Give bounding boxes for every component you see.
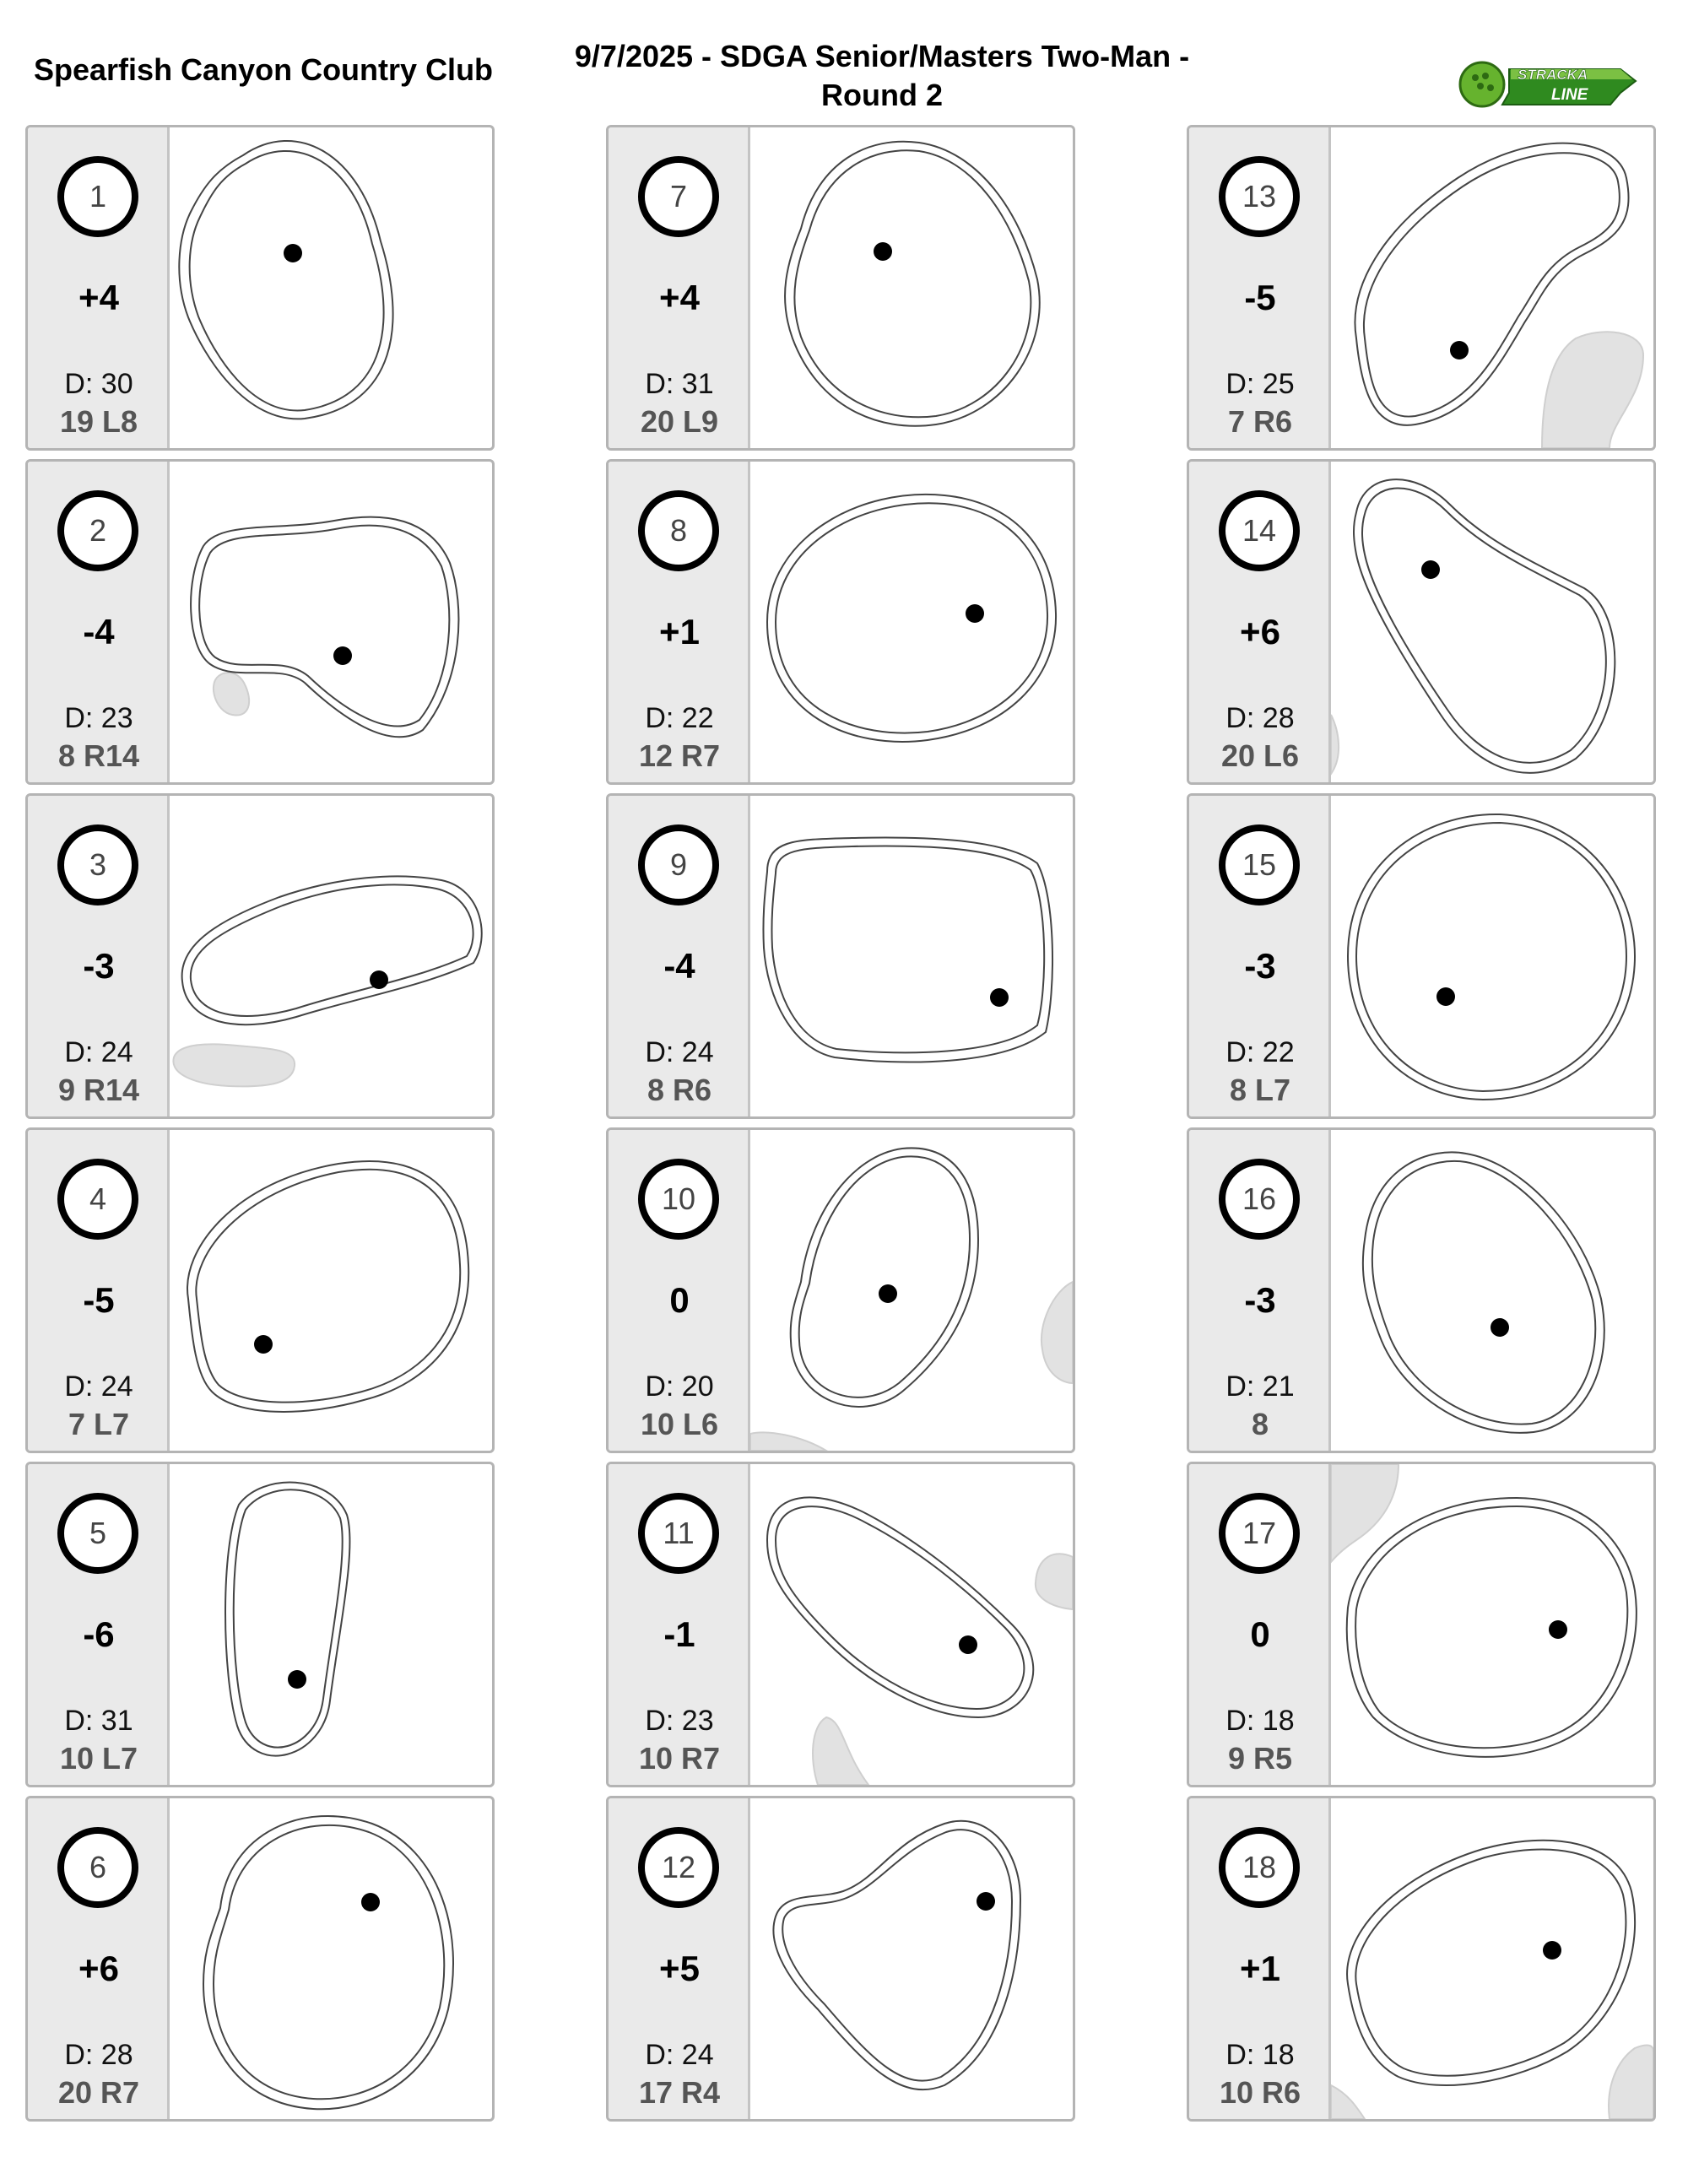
- hole-info-panel: [609, 1130, 750, 1451]
- pin-position: 8 L7: [1229, 1073, 1291, 1107]
- green-depth: D: 31: [64, 1705, 133, 1737]
- hole-number-badge: 8: [638, 490, 719, 571]
- hole-info-panel: [28, 462, 170, 782]
- hole-card: [1187, 1796, 1656, 2122]
- hole-info-panel: [28, 1464, 170, 1785]
- pin-position: 19 L8: [59, 404, 138, 439]
- pin-marker: [1543, 1941, 1561, 1960]
- pin-marker: [333, 646, 352, 665]
- pin-position: 9 R14: [57, 1073, 140, 1107]
- pin-marker: [874, 242, 892, 261]
- pin-marker: [990, 988, 1009, 1007]
- pin-marker: [288, 1670, 306, 1689]
- pin-position: 20 L9: [640, 404, 719, 439]
- pin-marker: [370, 970, 388, 989]
- hole-card: [25, 1796, 495, 2122]
- hole-number-badge: 13: [1219, 156, 1300, 237]
- pin-position: 10 L6: [640, 1407, 719, 1441]
- hole-number-badge: 14: [1219, 490, 1300, 571]
- pin-position: 20 L6: [1220, 738, 1300, 773]
- hole-score: +6: [78, 1949, 119, 1988]
- green-depth: D: 24: [645, 2039, 714, 2071]
- hole-number-badge: 4: [57, 1159, 138, 1240]
- hole-score: -4: [663, 946, 695, 986]
- hole-info-panel: [1189, 462, 1331, 782]
- stracka-line-logo: [1458, 51, 1644, 110]
- hole-number-badge: 6: [57, 1827, 138, 1908]
- hole-card: [606, 793, 1075, 1119]
- hole-number-badge: 5: [57, 1493, 138, 1574]
- hole-info-panel: [1189, 1798, 1331, 2119]
- bunker: [813, 1717, 868, 1785]
- hole-card: [25, 1127, 495, 1453]
- hole-score: -5: [83, 1280, 115, 1320]
- pin-position: 17 R4: [638, 2075, 721, 2110]
- hole-number-badge: 2: [57, 490, 138, 571]
- green-depth: D: 24: [64, 1036, 133, 1068]
- hole-score: +5: [659, 1949, 700, 1988]
- green-depth: D: 24: [645, 1036, 714, 1068]
- hole-number-badge: 17: [1219, 1493, 1300, 1574]
- bunker: [1041, 1282, 1073, 1383]
- hole-card: [606, 1462, 1075, 1787]
- event-title-line2: Round 2: [821, 78, 943, 112]
- green-depth: D: 28: [64, 2039, 133, 2071]
- pin-marker: [879, 1284, 897, 1303]
- bunker: [1542, 332, 1643, 448]
- pin-marker: [1421, 560, 1440, 579]
- pin-position: 7 L7: [68, 1407, 130, 1441]
- green-diagram: [1331, 127, 1653, 448]
- hole-info-panel: [609, 1464, 750, 1785]
- green-depth: D: 24: [64, 1370, 133, 1403]
- green-diagram: [1331, 1798, 1653, 2119]
- hole-card: [25, 1462, 495, 1787]
- hole-number-badge: 7: [638, 156, 719, 237]
- pin-marker: [254, 1335, 273, 1354]
- green-diagram: [170, 1798, 492, 2119]
- green-diagram: [170, 127, 492, 448]
- green-depth: D: 20: [645, 1370, 714, 1403]
- green-depth: D: 31: [645, 368, 714, 400]
- bunker: [1331, 2085, 1365, 2119]
- hole-info-panel: [28, 1798, 170, 2119]
- hole-score: 0: [1250, 1614, 1270, 1654]
- pin-marker: [1491, 1318, 1509, 1337]
- bunker: [173, 1044, 295, 1086]
- pin-marker: [1436, 987, 1455, 1006]
- green-depth: D: 18: [1225, 1705, 1295, 1737]
- hole-card: [1187, 1462, 1656, 1787]
- pin-marker: [284, 244, 302, 262]
- hole-number-badge: 11: [638, 1493, 719, 1574]
- hole-info-panel: [609, 127, 750, 448]
- green-depth: D: 22: [1225, 1036, 1295, 1068]
- hole-card: [1187, 125, 1656, 451]
- pin-marker: [966, 604, 984, 623]
- hole-info-panel: [1189, 127, 1331, 448]
- hole-score: +6: [1240, 612, 1280, 651]
- event-title: [549, 37, 1215, 115]
- pin-marker: [959, 1635, 977, 1654]
- pin-marker: [1549, 1620, 1567, 1639]
- bunker: [1609, 2046, 1653, 2119]
- hole-card: [25, 125, 495, 451]
- green-diagram: [750, 1798, 1073, 2119]
- pin-position: 8 R6: [647, 1073, 712, 1107]
- pin-position: 8 R14: [57, 738, 140, 773]
- hole-score: +1: [659, 612, 700, 651]
- hole-info-panel: [28, 127, 170, 448]
- green-depth: D: 28: [1225, 702, 1295, 734]
- hole-score: -3: [1244, 1280, 1276, 1320]
- bunker: [1036, 1554, 1073, 1609]
- hole-info-panel: [28, 796, 170, 1116]
- hole-info-panel: [1189, 1464, 1331, 1785]
- logo-text-bottom: LINE: [1551, 86, 1588, 104]
- hole-card: [1187, 793, 1656, 1119]
- green-diagram: [750, 1130, 1073, 1451]
- hole-info-panel: [609, 796, 750, 1116]
- green-depth: D: 22: [645, 702, 714, 734]
- hole-info-panel: [1189, 796, 1331, 1116]
- hole-score: +4: [78, 278, 119, 317]
- hole-info-panel: [609, 1798, 750, 2119]
- pin-position: 8: [1251, 1407, 1269, 1441]
- green-depth: D: 25: [1225, 368, 1295, 400]
- green-depth: D: 18: [1225, 2039, 1295, 2071]
- hole-number-badge: 16: [1219, 1159, 1300, 1240]
- pin-marker: [361, 1893, 380, 1911]
- green-depth: D: 21: [1225, 1370, 1295, 1403]
- hole-score: -5: [1244, 278, 1276, 317]
- club-name: Spearfish Canyon Country Club: [34, 52, 494, 87]
- hole-number-badge: 15: [1219, 824, 1300, 905]
- green-diagram: [170, 796, 492, 1116]
- hole-card: [606, 125, 1075, 451]
- hole-score: +1: [1240, 1949, 1280, 1988]
- hole-score: -3: [83, 946, 115, 986]
- pin-position: 7 R6: [1227, 404, 1293, 439]
- green-diagram: [1331, 1130, 1653, 1451]
- event-title-line1: 9/7/2025 - SDGA Senior/Masters Two-Man -: [574, 39, 1190, 73]
- hole-card: [25, 793, 495, 1119]
- hole-score: -1: [663, 1614, 695, 1654]
- hole-card: [1187, 459, 1656, 785]
- green-diagram: [1331, 796, 1653, 1116]
- green-diagram: [750, 1464, 1073, 1785]
- hole-number-badge: 1: [57, 156, 138, 237]
- green-diagram: [1331, 462, 1653, 782]
- green-diagram: [170, 462, 492, 782]
- hole-score: -6: [83, 1614, 115, 1654]
- hole-number-badge: 18: [1219, 1827, 1300, 1908]
- hole-score: -3: [1244, 946, 1276, 986]
- hole-card: [1187, 1127, 1656, 1453]
- bunker: [1331, 715, 1339, 774]
- hole-score: -4: [83, 612, 115, 651]
- pin-position: 10 R6: [1219, 2075, 1301, 2110]
- hole-info-panel: [1189, 1130, 1331, 1451]
- bunker: [750, 1432, 826, 1451]
- hole-card: [606, 1796, 1075, 2122]
- green-diagram: [170, 1464, 492, 1785]
- pin-marker: [1450, 341, 1469, 359]
- green-depth: D: 23: [64, 702, 133, 734]
- green-diagram: [750, 796, 1073, 1116]
- hole-number-badge: 3: [57, 824, 138, 905]
- hole-number-badge: 10: [638, 1159, 719, 1240]
- green-depth: D: 30: [64, 368, 133, 400]
- hole-number-badge: 9: [638, 824, 719, 905]
- green-diagram: [750, 462, 1073, 782]
- hole-number-badge: 12: [638, 1827, 719, 1908]
- hole-card: [606, 459, 1075, 785]
- pin-position: 10 L7: [59, 1741, 138, 1776]
- hole-score: +4: [659, 278, 700, 317]
- logo-text-top: STRACKA: [1518, 67, 1588, 83]
- pin-marker: [977, 1892, 995, 1911]
- hole-info-panel: [609, 462, 750, 782]
- bunker: [214, 673, 249, 715]
- hole-card: [606, 1127, 1075, 1453]
- hole-card: [25, 459, 495, 785]
- hole-score: 0: [669, 1280, 690, 1320]
- pin-position: 10 R7: [638, 1741, 721, 1776]
- green-diagram: [1331, 1464, 1653, 1785]
- pin-position: 20 R7: [57, 2075, 140, 2110]
- pin-position: 9 R5: [1227, 1741, 1293, 1776]
- green-diagram: [170, 1130, 492, 1451]
- green-diagram: [750, 127, 1073, 448]
- green-depth: D: 23: [645, 1705, 714, 1737]
- pin-position: 12 R7: [638, 738, 721, 773]
- hole-info-panel: [28, 1130, 170, 1451]
